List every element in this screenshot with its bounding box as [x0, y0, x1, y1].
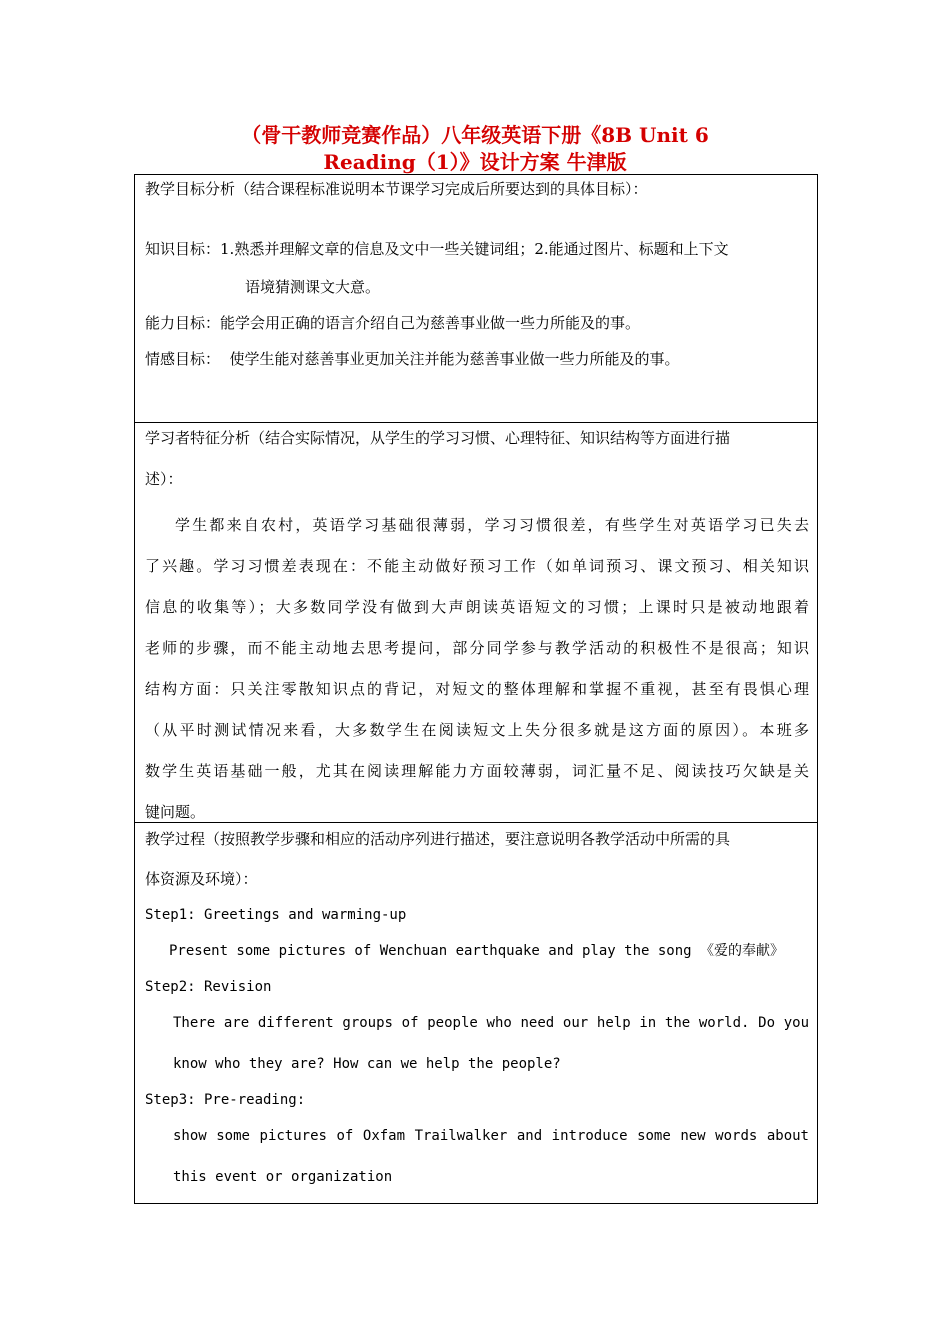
- title-line-1: （骨干教师竞赛作品）八年级英语下册《8B Unit 6: [241, 123, 709, 147]
- knowledge-line-2: 语境猜测课文大意。: [245, 278, 381, 296]
- teaching-process-cell: [135, 823, 817, 1203]
- learner-body-line: 老师的步骤，而不能主动地去思考提问，部分同学参与教学活动的积极性不是很高；知识: [145, 639, 809, 657]
- step1-body: Present some pictures of Wenchuan earthquake and play the song 《爱的奉献》: [169, 943, 785, 959]
- knowledge-objective: [145, 235, 809, 263]
- title-line-2: Reading（1）》设计方案 牛津版: [323, 150, 627, 174]
- step3-title: Step3: Pre-reading:: [145, 1092, 306, 1108]
- ability-objective: 能力目标：能学会用正确的语言介绍自己为慈善事业做一些力所能及的事。: [145, 314, 641, 332]
- lesson-plan-table: [134, 174, 818, 1204]
- step2-line-1: There are different groups of people who need our help in the world. Do you: [173, 1015, 809, 1031]
- learner-body-line: 学生都来自农村，英语学习基础很薄弱，学习习惯很差，有些学生对英语学习已失去: [175, 516, 809, 534]
- learner-body-line: 信息的收集等）；大多数同学没有做到大声朗读英语短文的习惯；上课时只是被动地跟着: [145, 598, 809, 616]
- knowledge-line-1: 1.熟悉并理解文章的信息及文中一些关键词组；2.能通过图片、标题和上下文: [220, 240, 729, 258]
- knowledge-label: 知识目标：: [145, 240, 221, 258]
- learner-analysis-cell: [135, 423, 817, 823]
- step3-line-2: this event or organization: [173, 1169, 393, 1185]
- learner-body-line: 键问题。: [145, 803, 206, 821]
- step3-line-1: show some pictures of Oxfam Trailwalker and introduce some new words about: [173, 1128, 809, 1144]
- learner-body-line: 数学生英语基础一般，尤其在阅读理解能力方面较薄弱，词汇量不足、阅读技巧欠缺是关: [145, 762, 809, 780]
- learner-body-line: （从平时测试情况来看，大多数学生在阅读短文上失分很多就是这方面的原因）。本班多: [145, 721, 809, 739]
- emotion-objective: 情感目标： 使学生能对慈善事业更加关注并能为慈善事业做一些力所能及的事。: [145, 350, 680, 368]
- learner-body-line: 了兴趣。学习习惯差表现在：不能主动做好预习工作（如单词预习、课文预习、相关知识: [145, 557, 809, 575]
- learner-heading-line-2: 述）：: [145, 470, 183, 488]
- step2-line-2: know who they are? How can we help the people?: [173, 1056, 561, 1072]
- document-title: [0, 122, 950, 176]
- process-heading-line-1: 教学过程（按照教学步骤和相应的活动序列进行描述，要注意说明各教学活动中所需的具: [145, 830, 731, 848]
- learner-heading-line-1: 学习者特征分析（结合实际情况，从学生的学习习惯、心理特征、知识结构等方面进行描: [145, 429, 731, 447]
- process-heading-line-2: 体资源及环境）：: [145, 870, 258, 888]
- step2-title: Step2: Revision: [145, 979, 272, 995]
- learner-body-line: 结构方面：只关注零散知识点的背记，对短文的整体理解和掌握不重视，甚至有畏惧心理: [145, 680, 809, 698]
- teaching-objectives-cell: [135, 175, 817, 423]
- objectives-heading: 教学目标分析（结合课程标准说明本节课学习完成后所要达到的具体目标）：: [145, 180, 648, 198]
- step1-title: Step1: Greetings and warming-up: [145, 907, 407, 923]
